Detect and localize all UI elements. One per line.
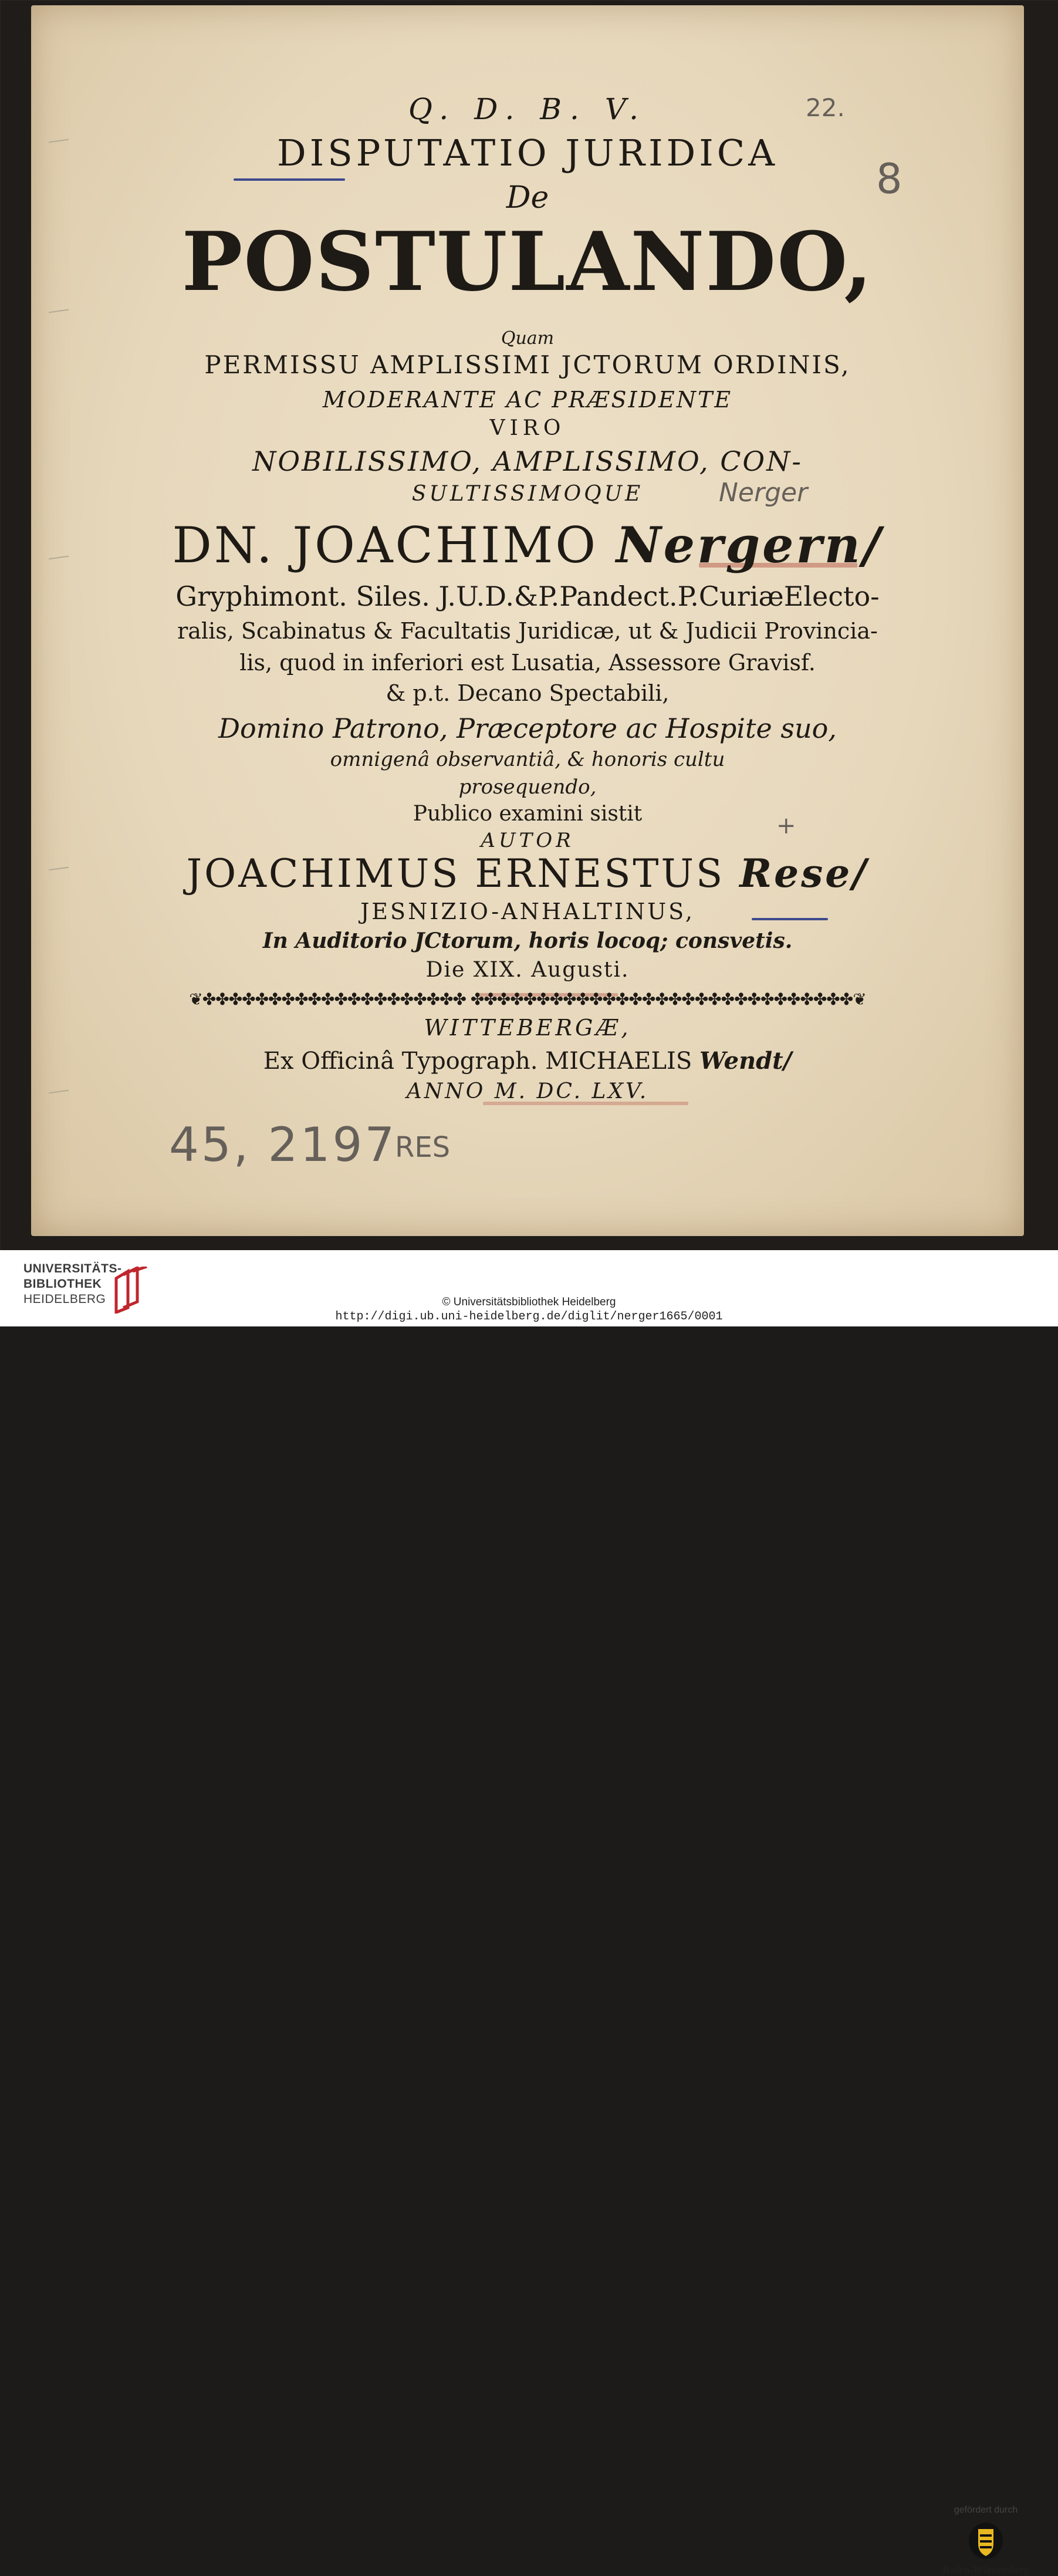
coat-of-arms-icon <box>968 2521 1003 2560</box>
sponsor-label: gefördert durch <box>954 2505 1018 2515</box>
autor-name: JOACHIMUS ERNESTUS <box>186 851 725 896</box>
praeses-line <box>31 516 1024 574</box>
text-line: Gryphimont. Siles. J.U.D.&P.Pandect.P.CuriæElecto- <box>175 580 880 612</box>
corner-number: 22. <box>806 93 845 122</box>
text-line: MODERANTE AC PRÆSIDENTE <box>322 387 733 413</box>
printer-surname: Wendt/ <box>699 1047 792 1075</box>
text-line: Die XIX. Augusti. <box>425 958 630 982</box>
sponsor-block <box>927 2505 1045 2575</box>
margin-number: 8 <box>876 155 902 203</box>
library-line: HEIDELBERG <box>23 1292 106 1306</box>
plus-mark: + <box>776 812 796 839</box>
title-line: DISPUTATIO JURIDICA <box>277 131 778 174</box>
library-line: UNIVERSITÄTS- <box>23 1262 122 1275</box>
title-page <box>31 5 1024 1236</box>
imprint-text: Ex Officinâ Typograph. MICHAELIS <box>263 1048 692 1075</box>
text-line: lis, quod in inferiori est Lusatia, Assessore Gravisf. <box>239 650 816 676</box>
binding-thread <box>49 309 69 313</box>
text-line: AUTOR <box>481 829 574 852</box>
praeses-name: DN. JOACHIMO <box>172 516 599 574</box>
praeses-surname: Nergern/ <box>616 516 883 574</box>
text-line: In Auditorio JCtorum, horis locoq; consvetis. <box>262 929 793 953</box>
text-line: JESNIZIO-ANHALTINUS, <box>360 899 695 924</box>
imprint-line <box>31 1047 1024 1075</box>
copyright-text: © Universitätsbibliothek Heidelberg <box>442 1296 616 1308</box>
text-line: ANNO M. DC. LXV. <box>406 1079 649 1103</box>
sponsor-name: Baden-Württemberg <box>942 2564 1029 2575</box>
autor-surname: Rese/ <box>739 850 869 896</box>
library-line: BIBLIOTHEK <box>23 1277 102 1291</box>
text-line: SULTISSIMOQUE <box>411 482 644 506</box>
text-line: PERMISSU AMPLISSIMI JCTORUM ORDINIS, <box>204 350 851 379</box>
text-line: prosequendo, <box>458 775 597 799</box>
text-line: omnigenâ observantiâ, & honoris cultu <box>330 748 725 771</box>
text-line: Publico examini sistit <box>413 802 643 826</box>
de-word: De <box>506 180 549 215</box>
text-line: & p.t. Decano Spectabili, <box>386 680 670 706</box>
margin-name: Nerger <box>719 478 808 508</box>
text-line: ralis, Scabinatus & Facultatis Juridicæ, ut & Judicii Provincia- <box>177 618 878 644</box>
permalink-url[interactable]: http://digi.ub.uni-heidelberg.de/diglit/nerger1665/0001 <box>335 1310 723 1324</box>
text-line: VIRO <box>489 416 566 440</box>
ornament-band: ❦✤✤✤✤✤✤✤✤✤✤✤✤✤✤✤✤✤✤✤✤ ✤✤✤✤✤✤✤✤✤✤✤✤✤✤✤✤✤✤✤✤✤✤✤✤✤✤✤✤✤❦ <box>189 990 866 1009</box>
shelfmark: 45, 2197 <box>169 1117 397 1172</box>
autor-line <box>31 850 1024 896</box>
quam-word: Quam <box>501 328 555 349</box>
text-line: Domino Patrono, Præceptore ac Hospite suo, <box>218 713 837 744</box>
shelfmark-suffix: RES <box>395 1131 451 1164</box>
text-line: WITTEBERGÆ, <box>424 1015 631 1041</box>
scan-background <box>0 0 1058 1251</box>
subject-title: POSTULANDO, <box>181 214 874 309</box>
head-initials: Q. D. B. V. <box>408 92 647 126</box>
text-line: NOBILISSIMO, AMPLISSIMO, CON- <box>252 445 803 477</box>
